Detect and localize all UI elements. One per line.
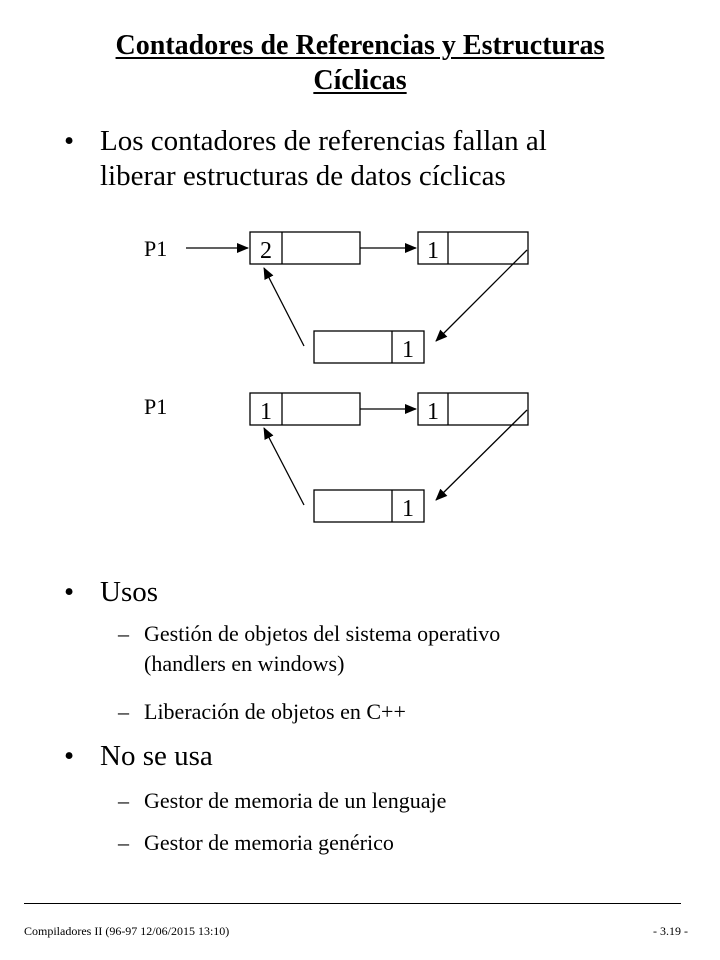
title-line-1: Contadores de Referencias y Estructuras (115, 30, 605, 61)
count-c-1: 1 (402, 337, 414, 363)
bullet-2-line-1: Usos (100, 576, 159, 608)
count-b-2: 1 (427, 399, 439, 425)
count-c-2: 1 (402, 496, 414, 522)
edge-c-to-a-2 (264, 428, 304, 505)
sub-bullet-2-1-line-1: Gestión de objetos del sistema operativo (144, 621, 501, 646)
diagram-2 (144, 393, 528, 522)
sub-bullet-marker: – (118, 699, 129, 724)
diagram-1 (144, 232, 528, 363)
pointer-label-1: P1 (144, 236, 168, 261)
pointer-label-2: P1 (144, 394, 168, 419)
bullet-marker: • (64, 576, 75, 608)
title-line-2: Cíclicas (313, 65, 407, 96)
footer-divider (24, 903, 681, 904)
sub-bullet-2-2: Liberación de objetos en C++ (144, 699, 406, 724)
bullet-marker: • (64, 125, 75, 157)
footer-course-info: Compiladores II (96-97 12/06/2015 13:10) (24, 924, 230, 938)
sub-bullet-marker: – (118, 830, 129, 855)
count-b-1: 1 (427, 238, 439, 264)
sub-bullet-3-2: Gestor de memoria genérico (144, 830, 394, 855)
edge-c-to-a-1 (264, 268, 304, 346)
sub-bullet-2-1-line-2: (handlers en windows) (144, 651, 345, 676)
sub-bullet-3-1: Gestor de memoria de un lenguaje (144, 788, 447, 813)
bullet-1-line-1: Los contadores de referencias fallan al (100, 125, 547, 157)
bullet-1-line-2: liberar estructuras de datos cíclicas (100, 160, 506, 192)
sub-bullet-marker: – (118, 621, 129, 646)
bullet-marker: • (64, 740, 75, 772)
count-a-1: 2 (260, 238, 272, 264)
sub-bullet-marker: – (118, 788, 129, 813)
footer-page-number: - 3.19 - (653, 924, 688, 938)
bullet-3-line-1: No se usa (100, 740, 213, 772)
count-a-2: 1 (260, 399, 272, 425)
